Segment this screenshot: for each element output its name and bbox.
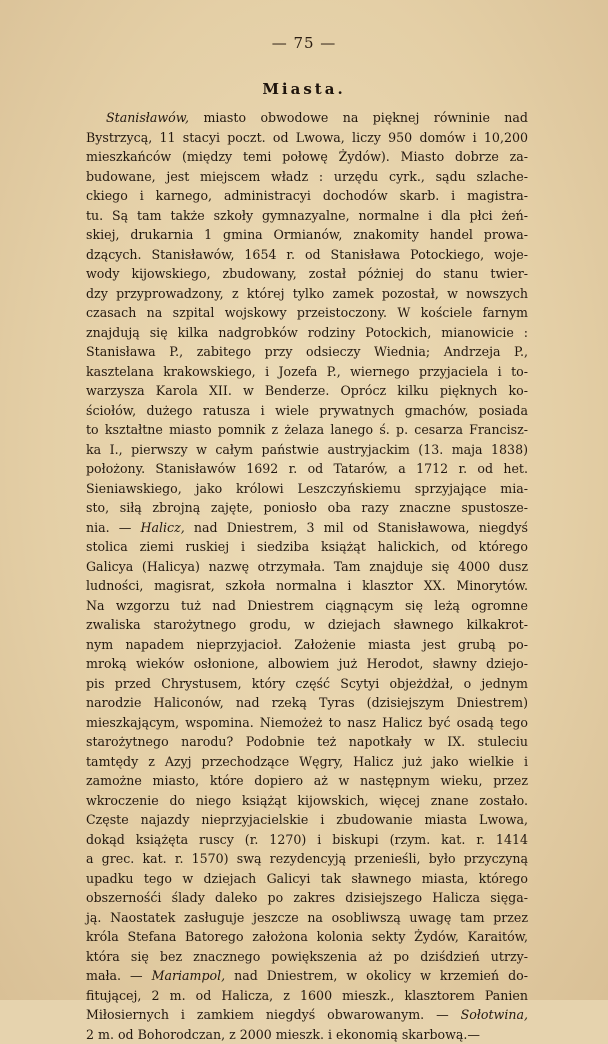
text-line bbox=[86, 245, 528, 265]
text-line bbox=[86, 557, 528, 577]
text-segment: tamtędy z Azyj przechodzące Węgry, Halicz już jako wielkie i bbox=[86, 754, 528, 769]
text-line bbox=[86, 869, 528, 889]
text-line bbox=[86, 498, 528, 518]
text-line bbox=[86, 440, 528, 460]
text-line bbox=[86, 1005, 528, 1025]
text-line bbox=[86, 147, 528, 167]
text-line bbox=[86, 518, 528, 538]
text-segment: starożytnego narodu? Podobnie też napotkały w IX. stuleciu bbox=[86, 734, 528, 749]
text-segment: ludności, magisrat, szkoła normalna i klasztor XX. Minorytów. bbox=[86, 578, 528, 593]
text-segment: budowane, jest miejscem władz : urzędu cyrk., sądu szlache- bbox=[86, 169, 528, 184]
text-segment: sto, siłą zbrojną zajęte, poniosło oba razy znaczne spustosze- bbox=[86, 500, 528, 515]
text-segment: kasztelana krakowskiego, i Jozefa P., wiernego przyjaciela i to- bbox=[86, 364, 528, 379]
text-segment: ją. Naostatek zasługuje jeszcze na osobliwszą uwagę tam przez bbox=[86, 910, 528, 925]
text-segment: mroką wieków osłonione, albowiem już Herodot, sławny dziejo- bbox=[86, 656, 528, 671]
text-line bbox=[86, 849, 528, 869]
text-line bbox=[86, 459, 528, 479]
text-segment: obszernośći ślady daleko po zakres dzisiejszego Halicza sięga- bbox=[86, 890, 528, 905]
text-segment: fitującej, 2 m. od Halicza, z 1600 mieszk., klasztorem Panien bbox=[86, 988, 528, 1003]
text-line bbox=[86, 225, 528, 245]
text-segment: narodzie Haliconów, nad rzeką Tyras (dzisiejszym Dniestrem) bbox=[86, 695, 528, 710]
text-line bbox=[86, 342, 528, 362]
text-line bbox=[86, 362, 528, 382]
text-line bbox=[86, 830, 528, 850]
text-segment: ka I., pierwszy w całym państwie austryjackim (13. maja 1838) bbox=[86, 442, 528, 457]
text-line bbox=[86, 596, 528, 616]
text-segment: Częste najazdy nieprzyjacielskie i zbudowanie miasta Lwowa, bbox=[86, 812, 528, 827]
text-segment: Galicya (Halicya) nazwę otrzymała. Tam znajduje się 4000 dusz bbox=[86, 559, 528, 574]
text-line bbox=[86, 206, 528, 226]
text-segment: zamożne miasto, które dopiero aż w następnym wieku, przez bbox=[86, 773, 528, 788]
text-segment: mieszkającym, wspomina. Niemożeż to nasz Halicz być osadą tego bbox=[86, 715, 528, 730]
text-segment: wkroczenie do niego książąt kijowskich, więcej znane zostało. bbox=[86, 793, 528, 808]
text-line bbox=[86, 420, 528, 440]
text-segment: która się bez znacznego powiększenia aż po dziśdzień utrzy- bbox=[86, 949, 528, 964]
text-line bbox=[86, 1025, 528, 1044]
text-segment: ściołów, dużego ratusza i wiele prywatnych gmachów, posiada bbox=[86, 403, 528, 418]
text-line bbox=[86, 128, 528, 148]
text-segment: mieszkańców (między temi połowę Żydów). Miasto dobrze za- bbox=[86, 149, 528, 164]
text-line bbox=[86, 323, 528, 343]
text-segment: czasach na szpital wojskowy przeistoczony. W kościele farnym bbox=[86, 305, 528, 320]
text-segment: ckiego i karnego, administracyi dochodów skarb. i magistra- bbox=[86, 188, 528, 203]
place-name: Sołotwina, bbox=[461, 1007, 528, 1022]
page-number: — 75 — bbox=[0, 34, 608, 52]
text-line bbox=[86, 986, 528, 1006]
place-name: Mariampol, bbox=[152, 968, 226, 983]
text-line bbox=[86, 927, 528, 947]
text-line bbox=[86, 381, 528, 401]
text-line bbox=[86, 615, 528, 635]
text-line bbox=[86, 303, 528, 323]
text-line bbox=[86, 264, 528, 284]
text-segment: Na wzgorzu tuż nad Dniestrem ciągnącym się leżą ogromne bbox=[86, 598, 528, 613]
text-segment: nad Dniestrem, 3 mil od Stanisławowa, niegdyś bbox=[185, 520, 528, 535]
text-segment: tu. Są tam także szkoły gymnazyalne, normalne i dla płci żeń- bbox=[86, 208, 528, 223]
text-segment: nia. — bbox=[86, 520, 141, 535]
text-segment: to kształtne miasto pomnik z żelaza lanego ś. p. cesarza Francisz- bbox=[86, 422, 528, 437]
text-line bbox=[86, 674, 528, 694]
text-line bbox=[86, 635, 528, 655]
text-line bbox=[86, 908, 528, 928]
text-segment: zwaliska starożytnego grodu, w dziejach sławnego kilkakrot- bbox=[86, 617, 528, 632]
text-segment: znajdują się kilka nadgrobków rodziny Potockich, mianowicie : bbox=[86, 325, 528, 340]
text-segment: miasto obwodowe na pięknej równinie nad bbox=[189, 110, 528, 125]
text-segment: Stanisława P., zabitego przy odsieczy Wiednia; Andrzeja P., bbox=[86, 344, 528, 359]
text-segment: pis przed Chrystusem, który część Scytyi objeżdżał, o jednym bbox=[86, 676, 528, 691]
text-segment: Sieniawskiego, jako królowi Leszczyńskiemu sprzyjające mia- bbox=[86, 481, 528, 496]
text-line bbox=[86, 537, 528, 557]
text-line bbox=[86, 479, 528, 499]
text-segment: położony. Stanisławów 1692 r. od Tatarów, a 1712 r. od het. bbox=[86, 461, 528, 476]
text-segment: stolica ziemi ruskiej i siedziba książąt halickich, od którego bbox=[86, 539, 528, 554]
text-segment: nym napadem nieprzyjacioł. Założenie miasta jest grubą po- bbox=[86, 637, 528, 652]
text-segment: a grec. kat. r. 1570) swą rezydencyją przenieśli, było przyczyną bbox=[86, 851, 528, 866]
text-line bbox=[86, 888, 528, 908]
text-line bbox=[86, 167, 528, 187]
text-segment: dokąd książęta ruscy (r. 1270) i biskupi (rzym. kat. r. 1414 bbox=[86, 832, 528, 847]
text-segment: dzy przyprowadzony, z której tylko zamek pozostał, w nowszych bbox=[86, 286, 528, 301]
text-line bbox=[86, 947, 528, 967]
text-line bbox=[86, 693, 528, 713]
text-segment: mała. — bbox=[86, 968, 152, 983]
text-line bbox=[86, 791, 528, 811]
text-segment: upadku tego w dziejach Galicyi tak sławnego miasta, którego bbox=[86, 871, 528, 886]
text-segment: dzących. Stanisławów, 1654 r. od Stanisława Potockiego, woje- bbox=[86, 247, 528, 262]
text-line bbox=[86, 713, 528, 733]
text-segment: warzysza Karola XII. w Benderze. Oprócz kilku pięknych ko- bbox=[86, 383, 528, 398]
text-segment: króla Stefana Batorego założona kolonia sekty Żydów, Karaitów, bbox=[86, 929, 528, 944]
place-name: Halicz, bbox=[141, 520, 185, 535]
body-text bbox=[86, 108, 528, 1044]
text-line bbox=[86, 401, 528, 421]
text-line bbox=[86, 654, 528, 674]
text-line bbox=[86, 771, 528, 791]
text-segment: wody kijowskiego, zbudowany, został póżniej do stanu twier- bbox=[86, 266, 528, 281]
text-line bbox=[86, 966, 528, 986]
place-name: Stanisławów, bbox=[106, 110, 189, 125]
text-line bbox=[86, 752, 528, 772]
text-line bbox=[86, 732, 528, 752]
text-segment: skiej, drukarnia 1 gmina Ormianów, znakomity handel prowa- bbox=[86, 227, 528, 242]
text-line bbox=[86, 186, 528, 206]
text-segment: Bystrzycą, 11 stacyi poczt. od Lwowa, liczy 950 domów i 10,200 bbox=[86, 130, 528, 145]
text-line bbox=[86, 108, 528, 128]
text-segment: Miłosiernych i zamkiem niegdyś obwarowanym. — bbox=[86, 1007, 461, 1022]
text-segment: 2 m. od Bohorodczan, z 2000 mieszk. i ekonomią skarbową.— bbox=[86, 1027, 480, 1042]
text-line bbox=[86, 284, 528, 304]
text-line bbox=[86, 810, 528, 830]
text-segment: nad Dniestrem, w okolicy w krzemień do- bbox=[225, 968, 528, 983]
section-heading: Miasta. bbox=[0, 80, 608, 98]
text-line bbox=[86, 576, 528, 596]
